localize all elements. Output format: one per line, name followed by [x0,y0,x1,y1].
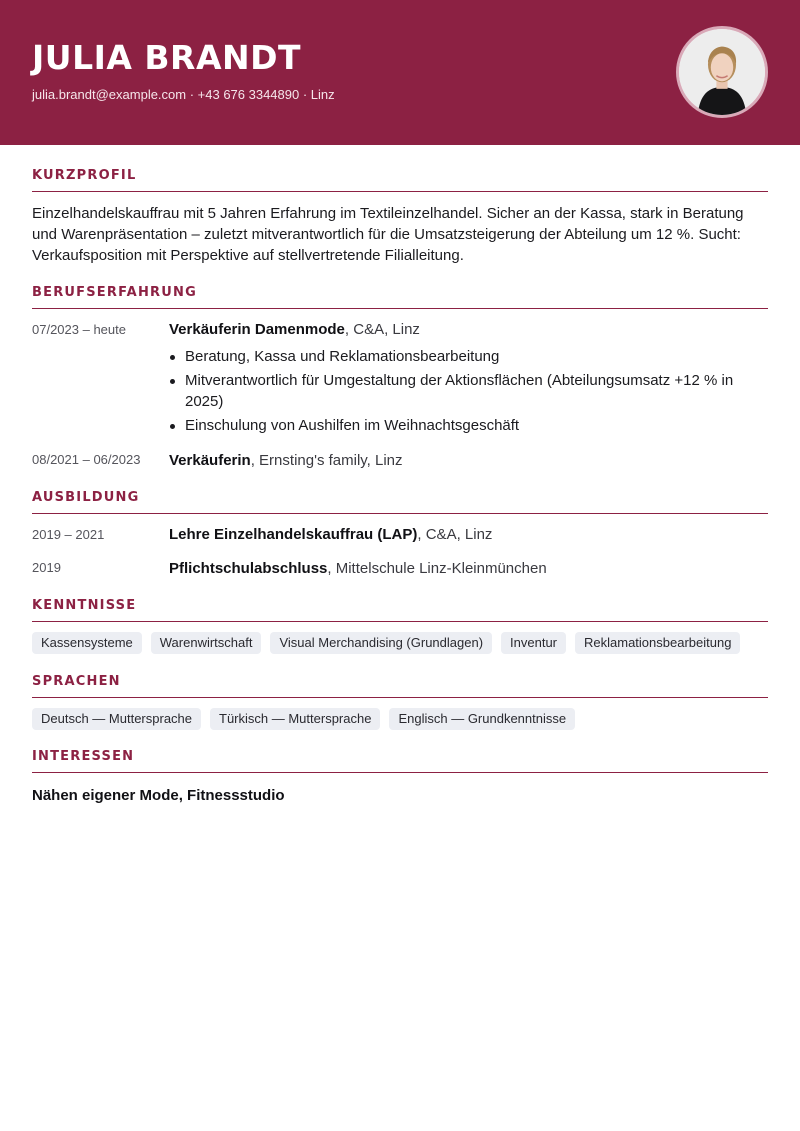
skill-tag: Warenwirtschaft [151,632,262,654]
job-org: , Ernsting's family, Linz [250,452,403,469]
education-entry [169,559,547,579]
skill-tag: Visual Merchandising (Grundlagen) [270,632,492,654]
job-org: , C&A, Linz [344,321,420,338]
list-item: Einschulung von Aushilfen im Weihnachtsgeschäft [185,415,768,436]
language-tag: Türkisch — Muttersprache [210,708,380,730]
experience-entry [169,451,403,471]
avatar [676,26,768,118]
section-title-skills: KENNTNISSE [32,598,137,613]
section-title-experience: BERUFSERFAHRUNG [32,285,197,300]
section-divider [32,191,768,192]
degree: Pflichtschulabschluss [169,560,328,577]
institution: , Mittelschule Linz-Kleinmünchen [327,560,547,577]
skill-tag: Inventur [501,632,566,654]
job-role: Verkäuferin [169,452,251,469]
institution: , C&A, Linz [417,526,493,543]
candidate-name: JULIA BRANDT [32,38,302,77]
profile-summary: Einzelhandelskauffrau mit 5 Jahren Erfahrung im Textileinzelhandel. Sicher an der Kassa, stark in Beratung und Warenpräsentation – zuletzt mitverantwortlich für die Umsatzsteigerung der Abteilung um 12 %. Sucht: Verkaufsposition mit Perspektive auf stellvertretende Filialleitung. [32,205,744,264]
section-title-languages: SPRACHEN [32,674,121,689]
list-item: Beratung, Kassa und Reklamationsbearbeitung [185,346,768,367]
education-entry [169,525,492,545]
degree: Lehre Einzelhandelskauffrau (LAP) [169,526,418,543]
experience-date: 08/2021 – 06/2023 [32,452,141,467]
languages-list [32,708,575,730]
skills-list [32,632,740,654]
interests-text: Nähen eigener Mode, Fitnessstudio [32,787,285,804]
section-title-education: AUSBILDUNG [32,490,140,505]
section-divider [32,772,768,773]
section-divider [32,308,768,309]
education-date: 2019 – 2021 [32,527,105,542]
experience-date: 07/2023 – heute [32,322,126,337]
section-title-interests: INTERESSEN [32,749,135,764]
experience-bullets [185,346,768,439]
skill-tag: Reklamationsbearbeitung [575,632,740,654]
section-title-profile: KURZPROFIL [32,168,137,183]
profile-photo [679,29,765,115]
section-divider [32,513,768,514]
experience-entry [169,320,420,340]
skill-tag: Kassensysteme [32,632,142,654]
contact-line: julia.brandt@example.com · +43 676 3344890 · Linz [32,87,335,102]
section-divider [32,697,768,698]
education-date: 2019 [32,560,61,575]
language-tag: Deutsch — Muttersprache [32,708,201,730]
language-tag: Englisch — Grundkenntnisse [389,708,575,730]
list-item: Mitverantwortlich für Umgestaltung der Aktionsflächen (Abteilungsumsatz +12 % in 2025) [185,370,768,412]
section-divider [32,621,768,622]
header-banner [0,0,800,145]
job-role: Verkäuferin Damenmode [169,321,345,338]
